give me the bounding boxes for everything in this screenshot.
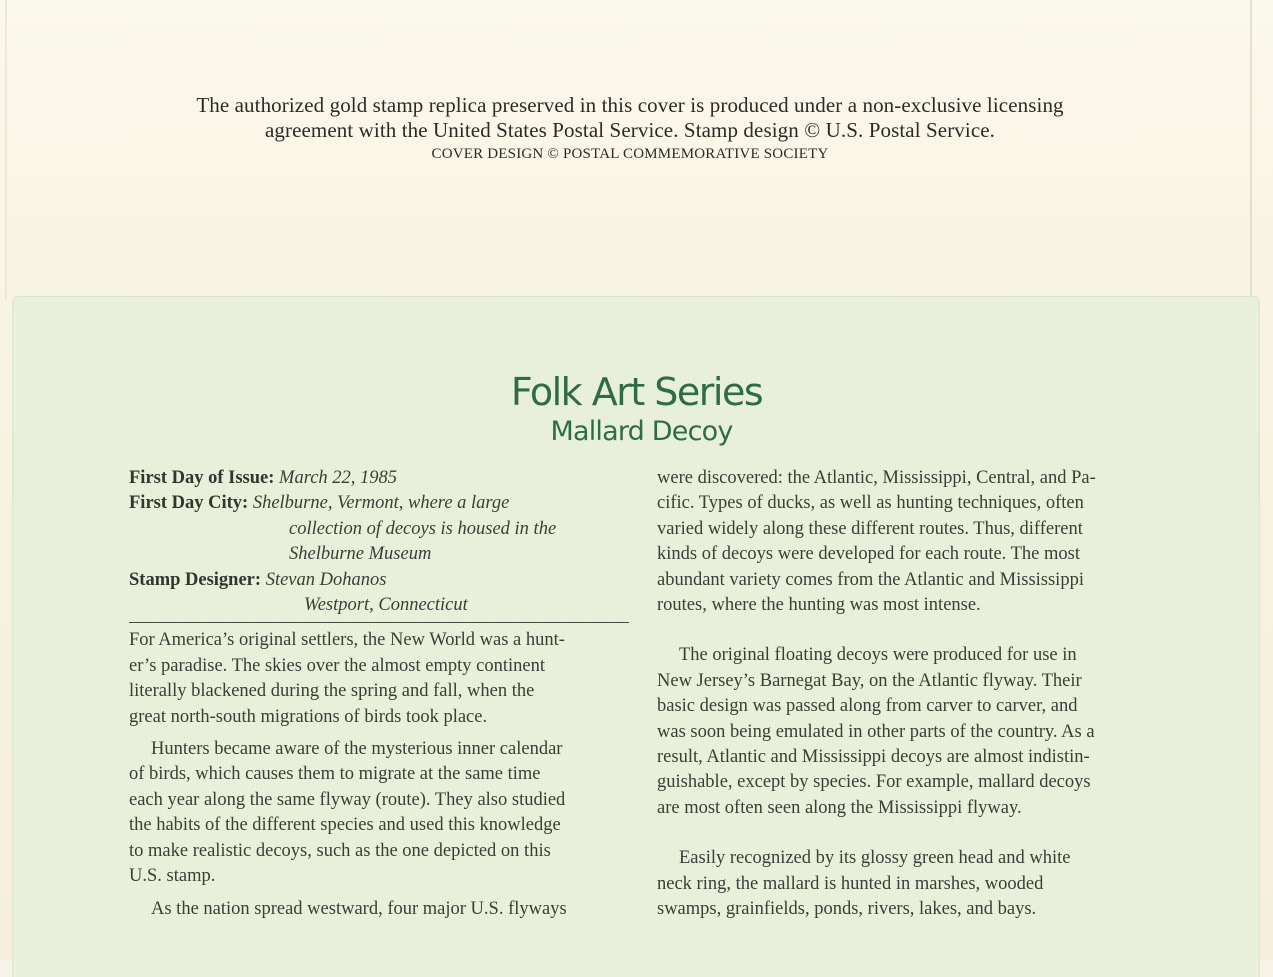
series-title: Folk Art Series bbox=[510, 370, 763, 414]
text-line: result, Atlantic and Mississippi decoys are almost indistin- bbox=[657, 747, 1090, 768]
left-column bbox=[129, 466, 629, 922]
first-day-value: March 22, 1985 bbox=[279, 468, 398, 488]
notice-line-1: The authorized gold stamp replica preserved in this cover is produced under a non-exclusive licensing bbox=[196, 93, 1064, 117]
left-paragraph-1 bbox=[129, 628, 629, 730]
text-line: each year along the same flyway (route). They also studied bbox=[129, 789, 566, 810]
text-line: routes, where the hunting was most intense. bbox=[657, 595, 981, 616]
licensing-notice bbox=[150, 93, 1110, 163]
right-paragraph-3 bbox=[657, 846, 1157, 922]
designer-row bbox=[129, 568, 629, 593]
designer-line-1: Stevan Dohanos bbox=[265, 569, 387, 590]
left-paragraph-2 bbox=[129, 737, 629, 889]
text-line: swamps, grainfields, ponds, rivers, lakes, and bays. bbox=[657, 899, 1037, 920]
text-line: basic design was passed along from carver to carver, and bbox=[657, 696, 1078, 717]
text-line: neck ring, the mallard is hunted in marshes, wooded bbox=[657, 873, 1044, 894]
text-line: Hunters became aware of the mysterious inner calendar bbox=[151, 739, 563, 760]
designer-line-2: Westport, Connecticut bbox=[304, 595, 468, 616]
city-line-2: collection of decoys is housed in the bbox=[289, 518, 557, 539]
right-paragraph-2 bbox=[657, 643, 1157, 821]
text-line: great north-south migrations of birds took place. bbox=[129, 706, 488, 727]
city-label: First Day City: bbox=[129, 493, 249, 514]
text-line: abundant variety comes from the Atlantic and Mississippi bbox=[657, 569, 1084, 590]
divider-rule bbox=[129, 622, 629, 623]
envelope-right-edge bbox=[1250, 0, 1252, 300]
cover-design-credit: COVER DESIGN © POSTAL COMMEMORATIVE SOCIETY bbox=[431, 146, 829, 162]
text-line: kinds of decoys were developed for each route. The most bbox=[657, 544, 1080, 565]
designer-label: Stamp Designer: bbox=[129, 569, 262, 590]
text-line: Easily recognized by its glossy green head and white bbox=[679, 848, 1071, 869]
text-line: New Jersey’s Barnegat Bay, on the Atlantic flyway. Their bbox=[657, 670, 1082, 691]
text-line: to make realistic decoys, such as the one depicted on this bbox=[129, 840, 551, 861]
text-line: was soon being emulated in other parts of the country. As a bbox=[657, 721, 1095, 742]
stamp-subtitle: Mallard Decoy bbox=[550, 416, 733, 447]
envelope-left-edge bbox=[5, 0, 7, 300]
text-line: er’s paradise. The skies over the almost empty continent bbox=[129, 655, 545, 676]
first-day-city-row bbox=[129, 491, 629, 516]
right-paragraph-1 bbox=[657, 466, 1157, 618]
city-line-1: Shelburne, Vermont, where a large bbox=[252, 493, 510, 514]
city-line-3: Shelburne Museum bbox=[289, 544, 432, 565]
text-line: were discovered: the Atlantic, Mississippi, Central, and Pa- bbox=[657, 468, 1096, 488]
text-line: As the nation spread westward, four major U.S. flyways bbox=[151, 898, 567, 919]
text-line: the habits of the different species and used this knowledge bbox=[129, 815, 561, 836]
text-line: cific. Types of ducks, as well as hunting techniques, often bbox=[657, 493, 1084, 514]
left-paragraph-3 bbox=[129, 897, 629, 922]
text-line: guishable, except by species. For example, mallard decoys bbox=[657, 772, 1091, 793]
notice-line-2: agreement with the United States Postal Service. Stamp design © U.S. Postal Service. bbox=[264, 118, 996, 142]
text-line: The original floating decoys were produced for use in bbox=[679, 645, 1077, 666]
text-line: For America’s original settlers, the New World was a hunt- bbox=[129, 630, 565, 651]
right-column bbox=[657, 466, 1157, 923]
text-line: literally blackened during the spring and fall, when the bbox=[129, 681, 535, 702]
text-line: are most often seen along the Mississippi flyway. bbox=[657, 797, 1022, 818]
first-day-label: First Day of Issue: bbox=[129, 468, 275, 488]
text-line: of birds, which causes them to migrate at the same time bbox=[129, 764, 541, 785]
text-line: U.S. stamp. bbox=[129, 866, 216, 887]
text-line: varied widely along these different routes. Thus, different bbox=[657, 518, 1083, 539]
first-day-row bbox=[129, 466, 629, 491]
